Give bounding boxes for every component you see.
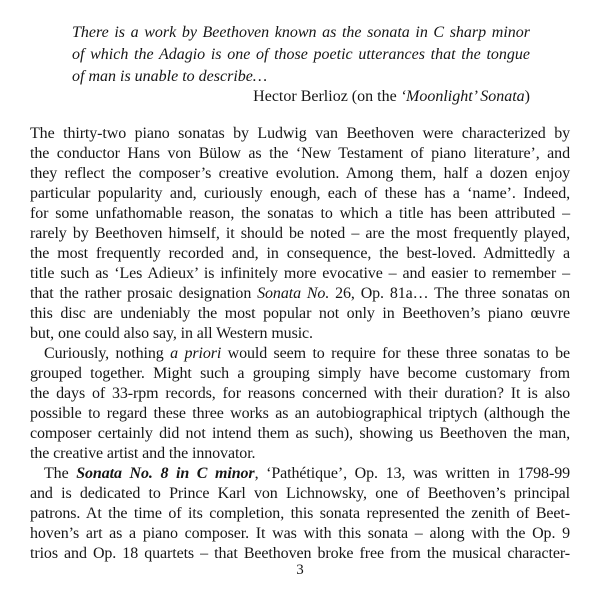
text-segment: The (44, 465, 77, 482)
text-line (30, 384, 570, 404)
text-line (30, 504, 570, 524)
text-line (30, 244, 570, 264)
text-line (30, 264, 570, 284)
text-segment: 26, Op. 81a… The three sonatas on (329, 285, 571, 302)
text-line (30, 204, 570, 224)
text-line (30, 124, 570, 144)
text-line (30, 364, 570, 384)
text-segment: the creative artist and the innovator. (30, 445, 256, 462)
text-segment: for some unfathomable reason, the sonatas to which a title has been attributed – (30, 205, 570, 222)
text-segment: grouped together. Might such a grouping simply have become customary from (30, 365, 570, 382)
text-line (30, 344, 570, 364)
epigraph-line: of man is unable to describe… (72, 68, 268, 85)
text-line (30, 404, 570, 424)
text-segment: rarely by Beethoven himself, it should be noted – are the most frequently played, (30, 225, 570, 242)
text-segment: but, one could also say, in all Western music. (30, 325, 313, 342)
epigraph-quote (72, 22, 530, 88)
text-segment: , ‘Pathétique’, Op. 13, was written in 1798-99 (254, 465, 570, 482)
text-segment: title such as ‘Les Adieux’ is infinitely more evocative – and easier to remember – (30, 265, 570, 282)
text-line (30, 424, 570, 444)
text-line (30, 484, 570, 504)
text-line (30, 304, 570, 324)
text-segment: the days of 33-rpm records, for reasons concerned with their duration? It is also (30, 385, 570, 402)
text-segment: ‘Moonlight’ Sonata (400, 88, 525, 105)
text-segment: composer certainly did not intend them as such), showing us Beethoven the man, (30, 425, 570, 442)
text-segment: they reflect the composer’s creative evolution. Among them, half a dozen enjoy (30, 165, 570, 182)
text-line (30, 464, 570, 484)
text-line (30, 144, 570, 164)
text-line (30, 184, 570, 204)
text-segment: and is dedicated to Prince Karl von Lichnowsky, one of Beethoven’s principal (30, 485, 570, 502)
text-segment: Curiously, nothing (44, 345, 171, 362)
text-segment: Sonata No. (257, 285, 330, 302)
epigraph-line: of which the Adagio is one of those poetic utterances that the tongue (72, 46, 530, 63)
text-segment: possible to regard these three works as an autobiographical triptych (although the (30, 405, 570, 422)
text-segment: the most frequently recorded and, in consequence, the best-loved. Admittedly a (30, 245, 570, 262)
text-segment: patrons. At the time of its completion, this sonata represented the zenith of Beet- (30, 505, 570, 522)
text-segment: would seem to require for these three sonatas to be (221, 345, 571, 362)
text-line (30, 224, 570, 244)
text-segment: that the rather prosaic designation (30, 285, 258, 302)
text-segment: this disc are undeniably the most popular not only in Beethoven’s piano œuvre (30, 305, 570, 322)
page-number: 3 (296, 562, 304, 578)
text-segment: particular popularity and, curiously enough, each of these has a ‘name’. Indeed, (30, 185, 570, 202)
text-segment: a priori (170, 345, 222, 362)
text-segment: the conductor Hans von Bülow as the ‘New Testament of piano literature’, and (30, 145, 570, 162)
text-segment: The thirty-two piano sonatas by Ludwig van Beethoven were characterized by (30, 125, 570, 142)
text-segment: Hector Berlioz (on the (253, 88, 401, 105)
text-segment: trios and Op. 18 quartets – that Beethoven broke free from the musical character- (30, 545, 570, 562)
text-segment: Sonata No. 8 in C minor (76, 465, 255, 482)
text-line (30, 164, 570, 184)
body-text (30, 124, 570, 564)
epigraph-attribution (72, 86, 530, 108)
text-line (30, 524, 570, 544)
text-segment: ) (524, 88, 530, 105)
text-line (30, 324, 570, 344)
text-segment: hoven’s art as a piano composer. It was with this sonata – along with the Op. 9 (30, 525, 570, 542)
text-line (30, 284, 570, 304)
epigraph-line: There is a work by Beethoven known as the sonata in C sharp minor (72, 24, 530, 41)
text-line (30, 444, 570, 464)
